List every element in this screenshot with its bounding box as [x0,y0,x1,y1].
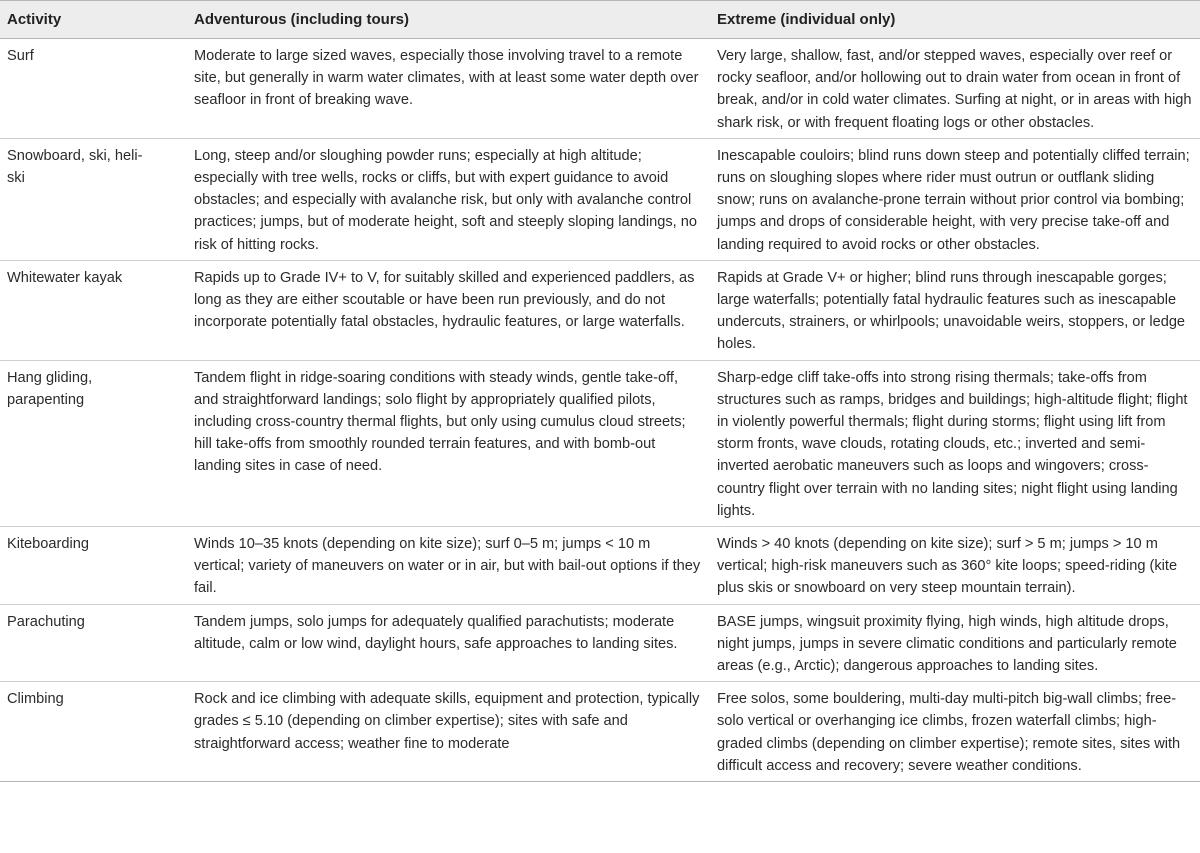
header-extreme: Extreme (individual only) [710,1,1200,39]
header-row [0,1,1200,39]
table-row [0,682,1200,782]
activity-cell: Hang gliding, parapenting [0,360,187,526]
adventurous-cell: Winds 10–35 knots (depending on kite size); surf 0–5 m; jumps < 10 m vertical; variety of maneuvers on water or in air, but with bail-out options if they fail. [187,527,710,605]
extreme-cell: Very large, shallow, fast, and/or stepped waves, especially over reef or rocky seafloor, and/or hollowing out to drain water from ocean in front of break, and/or in cold water climates. Surfing at night, or in areas with high shark risk, or with frequent floating logs or other obstacles. [710,39,1200,139]
adventurous-cell: Long, steep and/or sloughing powder runs; especially at high altitude; especially with tree wells, rocks or cliffs, but with expert guidance to avoid obstacles; and especially with avalanche risk, but only with avalanche control practices; jumps, but of moderate height, soft and steeply sloping landings, no risk of hitting rocks. [187,138,710,260]
adventurous-cell: Tandem jumps, solo jumps for adequately qualified parachutists; moderate altitude, calm or low wind, daylight hours, safe approaches to landing sites. [187,604,710,682]
extreme-cell: Inescapable couloirs; blind runs down steep and potentially cliffed terrain; runs on sloughing slopes where rider must outrun or outflank sliding snow; runs on avalanche-prone terrain without prior control via bombing; jumps and drops of considerable height, with very precise take-off and landing required to avoid rocks or other obstacles. [710,138,1200,260]
extreme-cell: Rapids at Grade V+ or higher; blind runs through inescapable gorges; large waterfalls; potentially fatal hydraulic features such as inescapable undercuts, strainers, or whirlpools; unavoidable weirs, stoppers, or ledge holes. [710,260,1200,360]
table-row [0,138,1200,260]
extreme-cell: Winds > 40 knots (depending on kite size); surf > 5 m; jumps > 10 m vertical; high-risk maneuvers such as 360° kite loops; speed-riding (kite plus skis or snowboard on very steep mountain terrain). [710,527,1200,605]
header-activity: Activity [0,1,187,39]
table-row [0,360,1200,526]
activity-cell: Climbing [0,682,187,782]
adventurous-cell: Rapids up to Grade IV+ to V, for suitably skilled and experienced paddlers, as long as they are either scoutable or have been run previously, and do not incorporate potentially fatal obstacles, hydraulic features, or large waterfalls. [187,260,710,360]
activity-cell: Whitewater kayak [0,260,187,360]
table-row [0,260,1200,360]
table-body [0,39,1200,782]
adventurous-cell: Rock and ice climbing with adequate skills, equipment and protection, typically grades ≤ 5.10 (depending on climber expertise); sites with safe and straightforward access; weather fine to moderate [187,682,710,782]
adventurous-cell: Tandem flight in ridge-soaring conditions with steady winds, gentle take-off, and straightforward landings; solo flight by appropriately qualified pilots, including cross-country thermal flights, but only using cumulus cloud streets; hill take-offs from smoothly rounded terrain features, and with bomb-out landing sites in case of need. [187,360,710,526]
extreme-cell: Free solos, some bouldering, multi-day multi-pitch big-wall climbs; free-solo vertical or overhanging ice climbs, frozen waterfall climbs; high-graded climbs (depending on climber expertise); remote sites, sites with difficult access and recovery; severe weather conditions. [710,682,1200,782]
activity-cell: Surf [0,39,187,139]
extreme-cell: BASE jumps, wingsuit proximity flying, high winds, high altitude drops, night jumps, jumps in severe climatic conditions and particularly remote areas (e.g., Arctic); dangerous approaches to landing sites. [710,604,1200,682]
header-adventurous: Adventurous (including tours) [187,1,710,39]
table-row [0,39,1200,139]
table-row [0,604,1200,682]
activity-cell: Parachuting [0,604,187,682]
activity-cell: Snowboard, ski, heli-ski [0,138,187,260]
table-header [0,1,1200,39]
extreme-cell: Sharp-edge cliff take-offs into strong rising thermals; take-offs from structures such as ramps, bridges and buildings; high-altitude flight; flight in violently powerful thermals; flight during storms; flight using lift from storm fronts, wave clouds, rotating clouds, etc.; inverted and semi-inverted aerobatic maneuvers such as loops and wingovers; cross-country flight over terrain with no landing sites; night flight using landing lights. [710,360,1200,526]
table-row [0,527,1200,605]
activity-cell: Kiteboarding [0,527,187,605]
adventurous-cell: Moderate to large sized waves, especially those involving travel to a remote site, but generally in warm water climates, with at least some water depth over seafloor in front of breaking wave. [187,39,710,139]
